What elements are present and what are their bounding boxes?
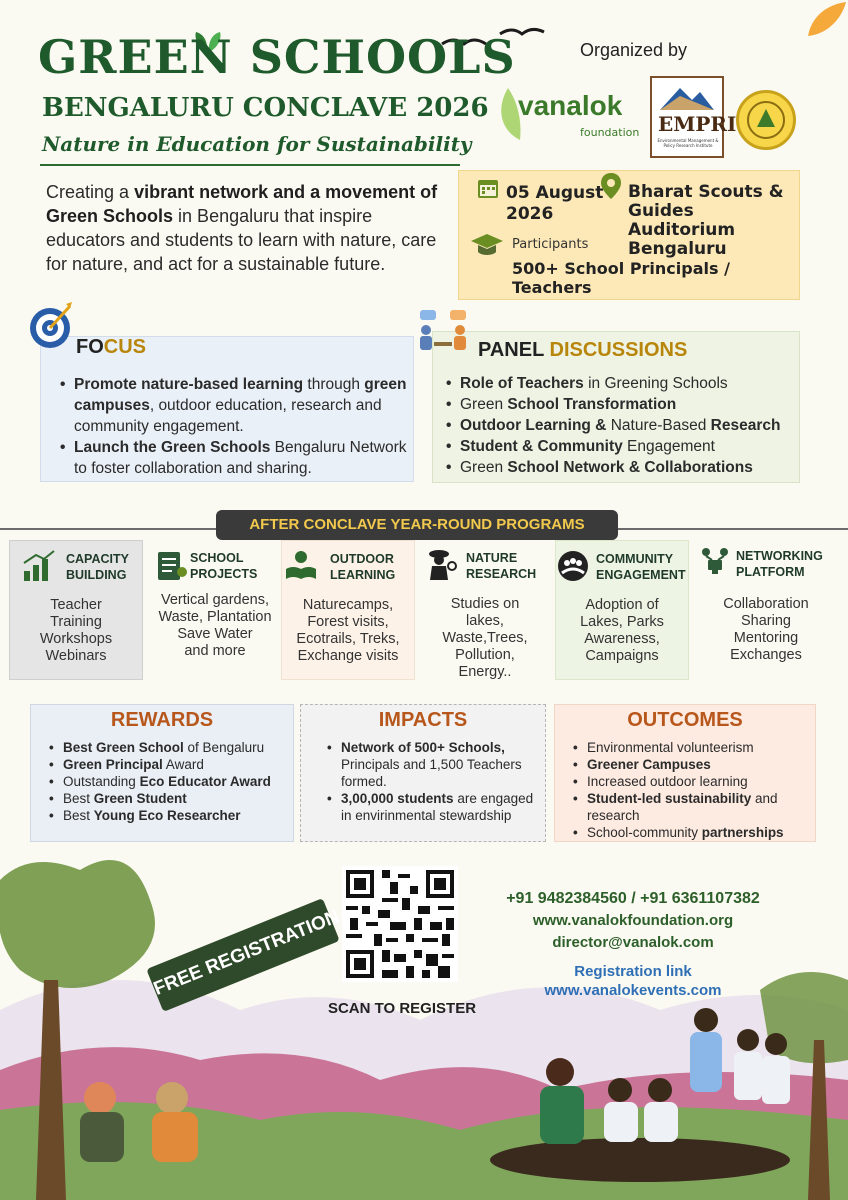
impacts-title: IMPACTS bbox=[378, 709, 468, 731]
program-networking-platform bbox=[696, 540, 836, 680]
list-item: • School-community partnerships bbox=[573, 824, 813, 841]
mountain-icon bbox=[658, 82, 716, 112]
organized-by-label: Organized by bbox=[580, 40, 688, 60]
vanalok-logo bbox=[494, 86, 640, 142]
program-title: NATURE RESEARCH bbox=[466, 551, 537, 581]
page-title: GREEN SCHOOLS bbox=[38, 30, 516, 84]
participants-value: 500+ School Principals / Teachers bbox=[512, 259, 730, 297]
program-school-projects bbox=[150, 540, 280, 680]
registration-qr-code[interactable] bbox=[342, 866, 458, 982]
panel-title: PANEL DISCUSSIONS bbox=[478, 339, 688, 361]
outcomes-list bbox=[573, 739, 813, 841]
bar-chart-icon bbox=[22, 549, 56, 583]
page-subtitle: BENGALURU CONCLAVE 2026 bbox=[42, 93, 489, 123]
list-item: • Student-led sustainability and research bbox=[573, 790, 813, 824]
list-item: • Student & Community Engagement bbox=[446, 436, 798, 457]
event-date: 05 August 2026 bbox=[506, 183, 604, 224]
program-title: CAPACITY BUILDING bbox=[66, 552, 129, 582]
registration-link[interactable]: www.vanalokevents.com bbox=[544, 982, 722, 999]
scan-to-register-label: SCAN TO REGISTER bbox=[327, 1000, 477, 1017]
list-item: • Green School Transformation bbox=[446, 394, 798, 415]
free-registration-badge: FREE REGISTRATION bbox=[146, 898, 339, 1012]
vanalok-name: vanalok bbox=[518, 90, 623, 121]
list-item: • Greener Campuses bbox=[573, 756, 813, 773]
impacts-section bbox=[300, 704, 546, 842]
rewards-list bbox=[49, 739, 293, 824]
phone-numbers[interactable]: +91 9482384560 / +91 6361107382 bbox=[506, 890, 760, 907]
impacts-list bbox=[327, 739, 541, 824]
list-item: • Outstanding Eco Educator Award bbox=[49, 773, 293, 790]
vanalok-sub: foundation bbox=[580, 126, 640, 139]
program-title: SCHOOL PROJECTS bbox=[190, 551, 258, 581]
clipboard-icon bbox=[154, 548, 188, 582]
target-icon bbox=[26, 300, 74, 352]
open-book-icon bbox=[284, 549, 318, 583]
explorer-icon bbox=[424, 548, 458, 582]
participants-label: Participants bbox=[512, 237, 589, 252]
list-item: • Promote nature-based learning through green campuses, outdoor education, research and community engagement. bbox=[60, 374, 410, 437]
focus-title: FOCUS bbox=[76, 336, 147, 358]
program-title: OUTDOOR LEARNING bbox=[330, 552, 396, 582]
program-body: Vertical gardens, Waste, Plantation Save Water and more bbox=[158, 592, 272, 659]
list-item: • Best Green School of Bengaluru bbox=[49, 739, 293, 756]
graduation-cap-icon bbox=[470, 232, 504, 258]
program-nature-research bbox=[420, 540, 550, 680]
list-item: • Green School Network & Collaborations bbox=[446, 457, 798, 478]
tagline: Nature in Education for Sustainability bbox=[42, 132, 472, 156]
list-item: • Outdoor Learning & Nature-Based Research bbox=[446, 415, 798, 436]
program-capacity-building bbox=[9, 540, 143, 680]
list-item: • Launch the Green Schools Bengaluru Network to foster collaboration and sharing. bbox=[60, 437, 410, 479]
leaf-decoration-icon bbox=[800, 0, 848, 40]
network-icon bbox=[698, 544, 732, 578]
community-icon bbox=[556, 549, 590, 583]
program-body: Teacher Training Workshops Webinars bbox=[39, 597, 113, 664]
rewards-section bbox=[30, 704, 294, 842]
program-body: Naturecamps, Forest visits, Ecotrails, Treks, Exchange visits bbox=[296, 597, 400, 664]
empri-sub: Environmental Management & Policy Research Institute bbox=[657, 138, 719, 148]
program-body: Collaboration Sharing Mentoring Exchanges bbox=[723, 596, 809, 663]
event-venue: Bharat Scouts & Guides Auditorium Bengaluru bbox=[628, 182, 784, 259]
panel-list bbox=[446, 373, 798, 478]
list-item: • Network of 500+ Schools, Principals and 1,500 Teachers formed. bbox=[327, 739, 541, 790]
rewards-title: REWARDS bbox=[110, 709, 214, 731]
registration-link-label: Registration link bbox=[574, 963, 692, 980]
list-item: • 3,00,000 students are engaged in envirinmental stewardship bbox=[327, 790, 541, 824]
list-item: • Best Young Eco Researcher bbox=[49, 807, 293, 824]
title-divider bbox=[40, 164, 460, 166]
outcomes-section bbox=[554, 704, 816, 842]
program-body: Studies on lakes, Waste,Trees, Pollution, Energy.. bbox=[442, 596, 528, 680]
list-item: • Environmental volunteerism bbox=[573, 739, 813, 756]
program-title: COMMUNITY ENGAGEMENT bbox=[596, 552, 686, 582]
outcomes-title: OUTCOMES bbox=[627, 709, 743, 731]
website-link[interactable]: www.vanalokfoundation.org bbox=[532, 912, 734, 929]
email-link[interactable]: director@vanalok.com bbox=[552, 934, 714, 951]
list-item: • Role of Teachers in Greening Schools bbox=[446, 373, 798, 394]
location-pin-icon bbox=[600, 172, 622, 200]
list-item: • Increased outdoor learning bbox=[573, 773, 813, 790]
focus-list bbox=[60, 374, 410, 479]
calendar-icon bbox=[476, 176, 500, 200]
program-community-engagement bbox=[555, 540, 689, 680]
program-outdoor-learning bbox=[281, 540, 415, 680]
intro-text: Creating a vibrant network and a movement of Green Schools in Bengaluru that inspire educators and students to learn with nature, care for nature, and act for a sustainable future. bbox=[46, 182, 438, 274]
discussion-people-icon bbox=[414, 308, 472, 358]
programs-banner: AFTER CONCLAVE YEAR-ROUND PROGRAMS bbox=[216, 510, 618, 540]
government-emblem-icon bbox=[736, 90, 796, 150]
contact-block bbox=[488, 888, 778, 1000]
list-item: • Best Green Student bbox=[49, 790, 293, 807]
list-item: • Green Principal Award bbox=[49, 756, 293, 773]
empri-name: EMPRI bbox=[658, 112, 737, 136]
program-title: NETWORKING PLATFORM bbox=[736, 549, 823, 579]
program-body: Adoption of Lakes, Parks Awareness, Campaigns bbox=[580, 597, 664, 664]
empri-logo bbox=[650, 76, 737, 158]
